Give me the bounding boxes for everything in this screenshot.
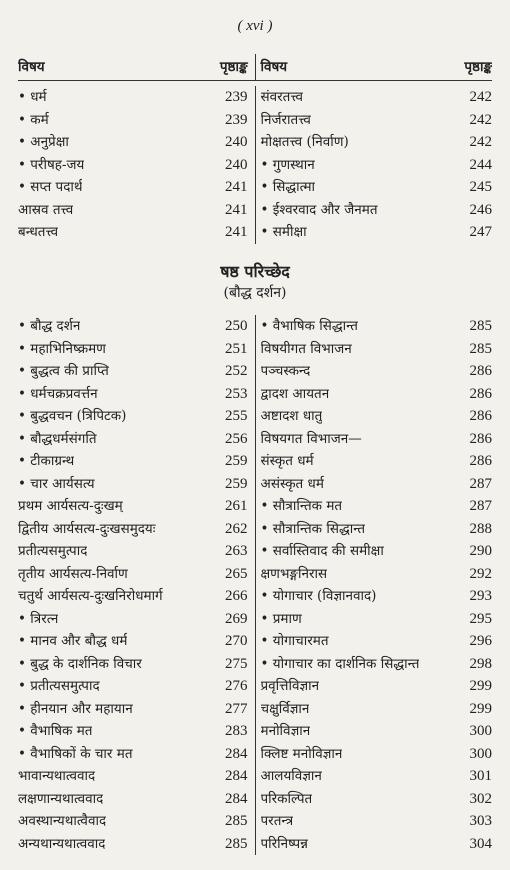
toc-entry-page: 286 [469,363,492,379]
toc-entry-title: भावान्यथात्ववाद [18,768,96,784]
toc-entry-title: • अनुप्रेक्षा [18,134,69,150]
toc-entry-title: • समीक्षा [260,224,307,240]
toc-entry [18,154,255,177]
toc-entry [18,338,255,361]
toc-entry-page: 286 [469,453,492,469]
toc-entry [18,765,255,788]
toc-entry-title: • योगाचार (विज्ञानवाद) [260,588,377,604]
toc-entry [18,630,255,653]
toc-entry [256,698,493,721]
toc-entry-title: संवरतत्त्व [260,89,304,105]
toc-header [18,54,492,80]
toc-entry [18,563,255,586]
toc-entry [18,405,255,428]
toc-entry-title: मोक्षतत्त्व (निर्वाण) [260,134,349,150]
toc-entry-title: • वैभाषिक सिद्धान्त [260,318,358,334]
toc-entry [256,109,493,132]
toc-entry [18,176,255,199]
toc-entry-title: • योगाचारमत [260,633,329,649]
toc-entry-title: परिकल्पित [260,790,313,807]
toc-entry-page: 302 [469,790,492,807]
toc-entry [18,86,255,109]
toc-entry-page: 292 [469,565,492,582]
toc-entry-page: 287 [469,475,492,492]
toc-entry [256,221,493,244]
toc-entry-page: 303 [469,813,492,829]
toc-entry-page: 242 [469,89,492,105]
toc-entry [18,315,255,338]
toc-entry-page: 290 [469,543,492,559]
toc-entry [18,495,255,518]
toc-entry-page: 247 [469,224,492,240]
toc-entry-page: 293 [469,588,492,604]
toc-entry [18,833,255,856]
toc-entry-title: पञ्चस्कन्द [260,363,311,379]
toc-entry-page: 242 [469,134,492,150]
toc-entry [256,315,493,338]
toc-entry-title: • बुद्धवचन (त्रिपिटक) [18,408,127,424]
toc-entry-title: निर्जरातत्त्व [260,111,311,128]
toc-entry [18,743,255,766]
toc-entry [256,405,493,428]
toc-entry-title: • महाभिनिष्क्रमण [18,340,106,357]
toc-entry-page: 262 [225,520,248,537]
header-page-right: पृष्ठाङ्क [464,59,492,75]
toc-entry-page: 276 [225,678,248,694]
toc-entry [256,720,493,743]
toc-entry-page: 252 [225,363,248,379]
toc-entry [18,698,255,721]
toc-bottom-right-column [256,315,493,855]
toc-entry-title: • सप्त पदार्थ [18,179,83,195]
toc-entry [256,608,493,631]
toc-entry-page: 244 [469,156,492,173]
toc-entry-page: 285 [469,340,492,357]
toc-entry-page: 255 [225,408,248,424]
toc-entry-page: 296 [469,633,492,649]
toc-entry-page: 270 [225,633,248,649]
toc-entry-title: • बौद्ध दर्शन [18,318,81,334]
toc-entry-title: • धर्म [18,89,47,105]
toc-entry-title: अवस्थान्यथात्वैवाद [18,813,107,829]
toc-entry-title: तृतीय आर्यसत्य-निर्वाण [18,565,128,582]
toc-entry-title: • प्रमाण [260,610,302,627]
toc-entry [18,360,255,383]
toc-entry-page: 275 [225,655,248,672]
toc-entry-page: 259 [225,453,248,469]
toc-entry-page: 287 [469,498,492,514]
toc-entry-page: 300 [469,723,492,739]
toc-entry [256,630,493,653]
toc-entry-title: द्वादश आयतन [260,385,330,402]
toc-entry-title: परिनिष्पन्न [260,835,308,852]
toc-entry-page: 299 [469,700,492,717]
toc-entry [256,473,493,496]
toc-bottom-left-column [18,315,256,855]
toc-entry [18,810,255,833]
toc-entry-title: • परीषह-जय [18,156,85,173]
toc-entry [18,450,255,473]
toc-entry-title: विषयगत विभाजन— [260,430,362,447]
toc-entry-title: • सर्वास्तिवाद की समीक्षा [260,543,384,559]
chapter-title: षष्ठ परिच्छेद [220,262,290,281]
toc-entry-page: 261 [225,498,248,514]
toc-entry-title: • ईश्वरवाद और जैनमत [260,201,378,218]
toc-entry [256,383,493,406]
toc-entry-title: चक्षुर्विज्ञान [260,700,310,717]
toc-entry-page: 259 [225,475,248,492]
toc-entry-title: • त्रिरत्न [18,610,59,627]
toc-entry-title: • सौत्रान्तिक सिद्धान्त [260,520,366,537]
toc-entry-title: क्षणभङ्गनिरास [260,565,328,582]
toc-entry-page: 283 [225,723,248,739]
toc-entry [256,495,493,518]
toc-entry-title: • वैभाषिक मत [18,723,93,739]
toc-entry-page: 242 [469,111,492,128]
toc-entry-title: परतन्त्र [260,813,294,829]
toc-entry-page: 286 [469,408,492,424]
toc-entry-page: 256 [225,430,248,447]
toc-entry-title: • बुद्धत्व की प्राप्ति [18,363,109,379]
toc-entry-title: • योगाचार का दार्शनिक सिद्धान्त [260,655,420,672]
toc-entry-title: • बुद्ध के दार्शनिक विचार [18,655,142,672]
toc-entry-page: 245 [469,179,492,195]
toc-entry-page: 295 [469,610,492,627]
toc-top-left-column [18,86,256,244]
toc-entry [18,383,255,406]
toc-entry [256,675,493,698]
toc-entry-title: असंस्कृत धर्म [260,475,324,492]
toc-entry-page: 288 [469,520,492,537]
toc-entry [256,653,493,676]
toc-entry-page: 285 [225,813,248,829]
toc-top-section [18,86,492,244]
toc-entry-page: 250 [225,318,248,334]
toc-entry [256,199,493,222]
toc-entry-page: 265 [225,565,248,582]
toc-entry [256,765,493,788]
toc-entry [256,360,493,383]
toc-entry [256,154,493,177]
toc-entry [18,653,255,676]
toc-entry-page: 241 [225,201,248,218]
toc-entry-page: 241 [225,224,248,240]
toc-entry [18,720,255,743]
toc-entry-page: 304 [469,835,492,852]
toc-entry [18,199,255,222]
toc-entry-page: 253 [225,385,248,402]
toc-entry-page: 269 [225,610,248,627]
toc-entry-title: लक्षणान्यथात्ववाद [18,790,104,807]
toc-entry-page: 241 [225,179,248,195]
toc-entry-title: प्रवृत्तिविज्ञान [260,678,320,694]
page-number: ( xvi ) [237,18,273,34]
toc-entry [256,743,493,766]
toc-entry [18,518,255,541]
toc-entry [18,585,255,608]
toc-entry-page: 246 [469,201,492,218]
toc-entry [18,540,255,563]
toc-entry-title: • बौद्धधर्मसंगति [18,430,97,447]
header-left [18,54,255,80]
toc-entry [18,109,255,132]
toc-entry-title: • टीकाग्रन्थ [18,453,75,469]
toc-entry-title: प्रतीत्यसमुत्पाद [18,543,88,559]
toc-entry-page: 298 [469,655,492,672]
toc-entry [18,221,255,244]
toc-entry-title: चतुर्थ आर्यसत्य-दुःखनिरोधमार्ग [18,588,163,604]
toc-entry-title: • सौत्रान्तिक मत [260,498,343,514]
header-rule [18,80,492,81]
toc-entry-title: बन्धतत्त्व [18,224,59,240]
toc-entry-title: • सिद्धात्मा [260,179,316,195]
toc-entry [256,585,493,608]
chapter-subtitle: (बौद्ध दर्शन) [223,285,287,301]
toc-entry [256,788,493,811]
toc-entry [18,608,255,631]
toc-entry-title: • कर्म [18,111,49,128]
toc-entry-title: अष्टादश धातु [260,408,323,424]
toc-entry [256,450,493,473]
toc-entry-page: 263 [225,543,248,559]
toc-entry-page: 285 [225,835,248,852]
header-subject-right: विषय [260,59,288,75]
toc-entry-page: 239 [225,111,248,128]
toc-entry-title: क्लिष्ट मनोविज्ञान [260,745,343,762]
toc-entry [18,788,255,811]
toc-bottom-section [18,315,492,855]
header-subject-left: विषय [18,59,45,75]
toc-entry [256,86,493,109]
toc-entry [18,675,255,698]
toc-entry [256,428,493,451]
toc-entry [256,833,493,856]
toc-entry [256,540,493,563]
toc-entry-page: 286 [469,430,492,447]
toc-entry-title: अन्यथान्यथात्ववाद [18,835,106,852]
toc-entry-title: • धर्मचक्रप्रवर्त्तन [18,385,98,402]
toc-entry [256,518,493,541]
header-right [256,54,493,80]
toc-entry-title: आलयविज्ञान [260,768,322,784]
toc-entry-page: 266 [225,588,248,604]
toc-entry-title: • हीनयान और महायान [18,700,133,717]
header-page-left: पृष्ठाङ्क [219,59,248,75]
toc-entry-page: 239 [225,89,248,105]
toc-entry-page: 240 [225,156,248,173]
toc-entry-title: विषयीगत विभाजन [260,340,352,357]
toc-entry-title: प्रथम आर्यसत्य-दुःखम् [18,498,123,514]
toc-entry [256,338,493,361]
toc-entry-page: 284 [225,745,248,762]
toc-entry-page: 285 [469,318,492,334]
toc-entry [18,131,255,154]
toc-entry-title: आस्रव तत्त्व [18,201,74,218]
toc-entry [18,428,255,451]
toc-entry-title: संस्कृत धर्म [260,453,314,469]
toc-entry [256,131,493,154]
toc-entry-title: • चार आर्यसत्य [18,475,95,492]
toc-entry-page: 277 [225,700,248,717]
toc-entry [256,176,493,199]
toc-entry [18,473,255,496]
toc-entry-title: • वैभाषिकों के चार मत [18,745,133,762]
toc-entry-page: 301 [469,768,492,784]
toc-entry-page: 286 [469,385,492,402]
toc-entry-page: 299 [469,678,492,694]
toc-entry-title: • मानव और बौद्ध धर्म [18,633,128,649]
toc-entry-page: 284 [225,768,248,784]
toc-entry-title: मनोविज्ञान [260,723,311,739]
toc-entry [256,563,493,586]
toc-entry-title: • प्रतीत्यसमुत्पाद [18,678,100,694]
toc-entry-page: 300 [469,745,492,762]
toc-entry-title: • गुणस्थान [260,156,315,173]
toc-entry-title: द्वितीय आर्यसत्य-दुःखसमुदयः [18,520,156,537]
toc-entry [256,810,493,833]
toc-entry-page: 284 [225,790,248,807]
toc-top-right-column [256,86,493,244]
toc-entry-page: 240 [225,134,248,150]
toc-entry-page: 251 [225,340,248,357]
